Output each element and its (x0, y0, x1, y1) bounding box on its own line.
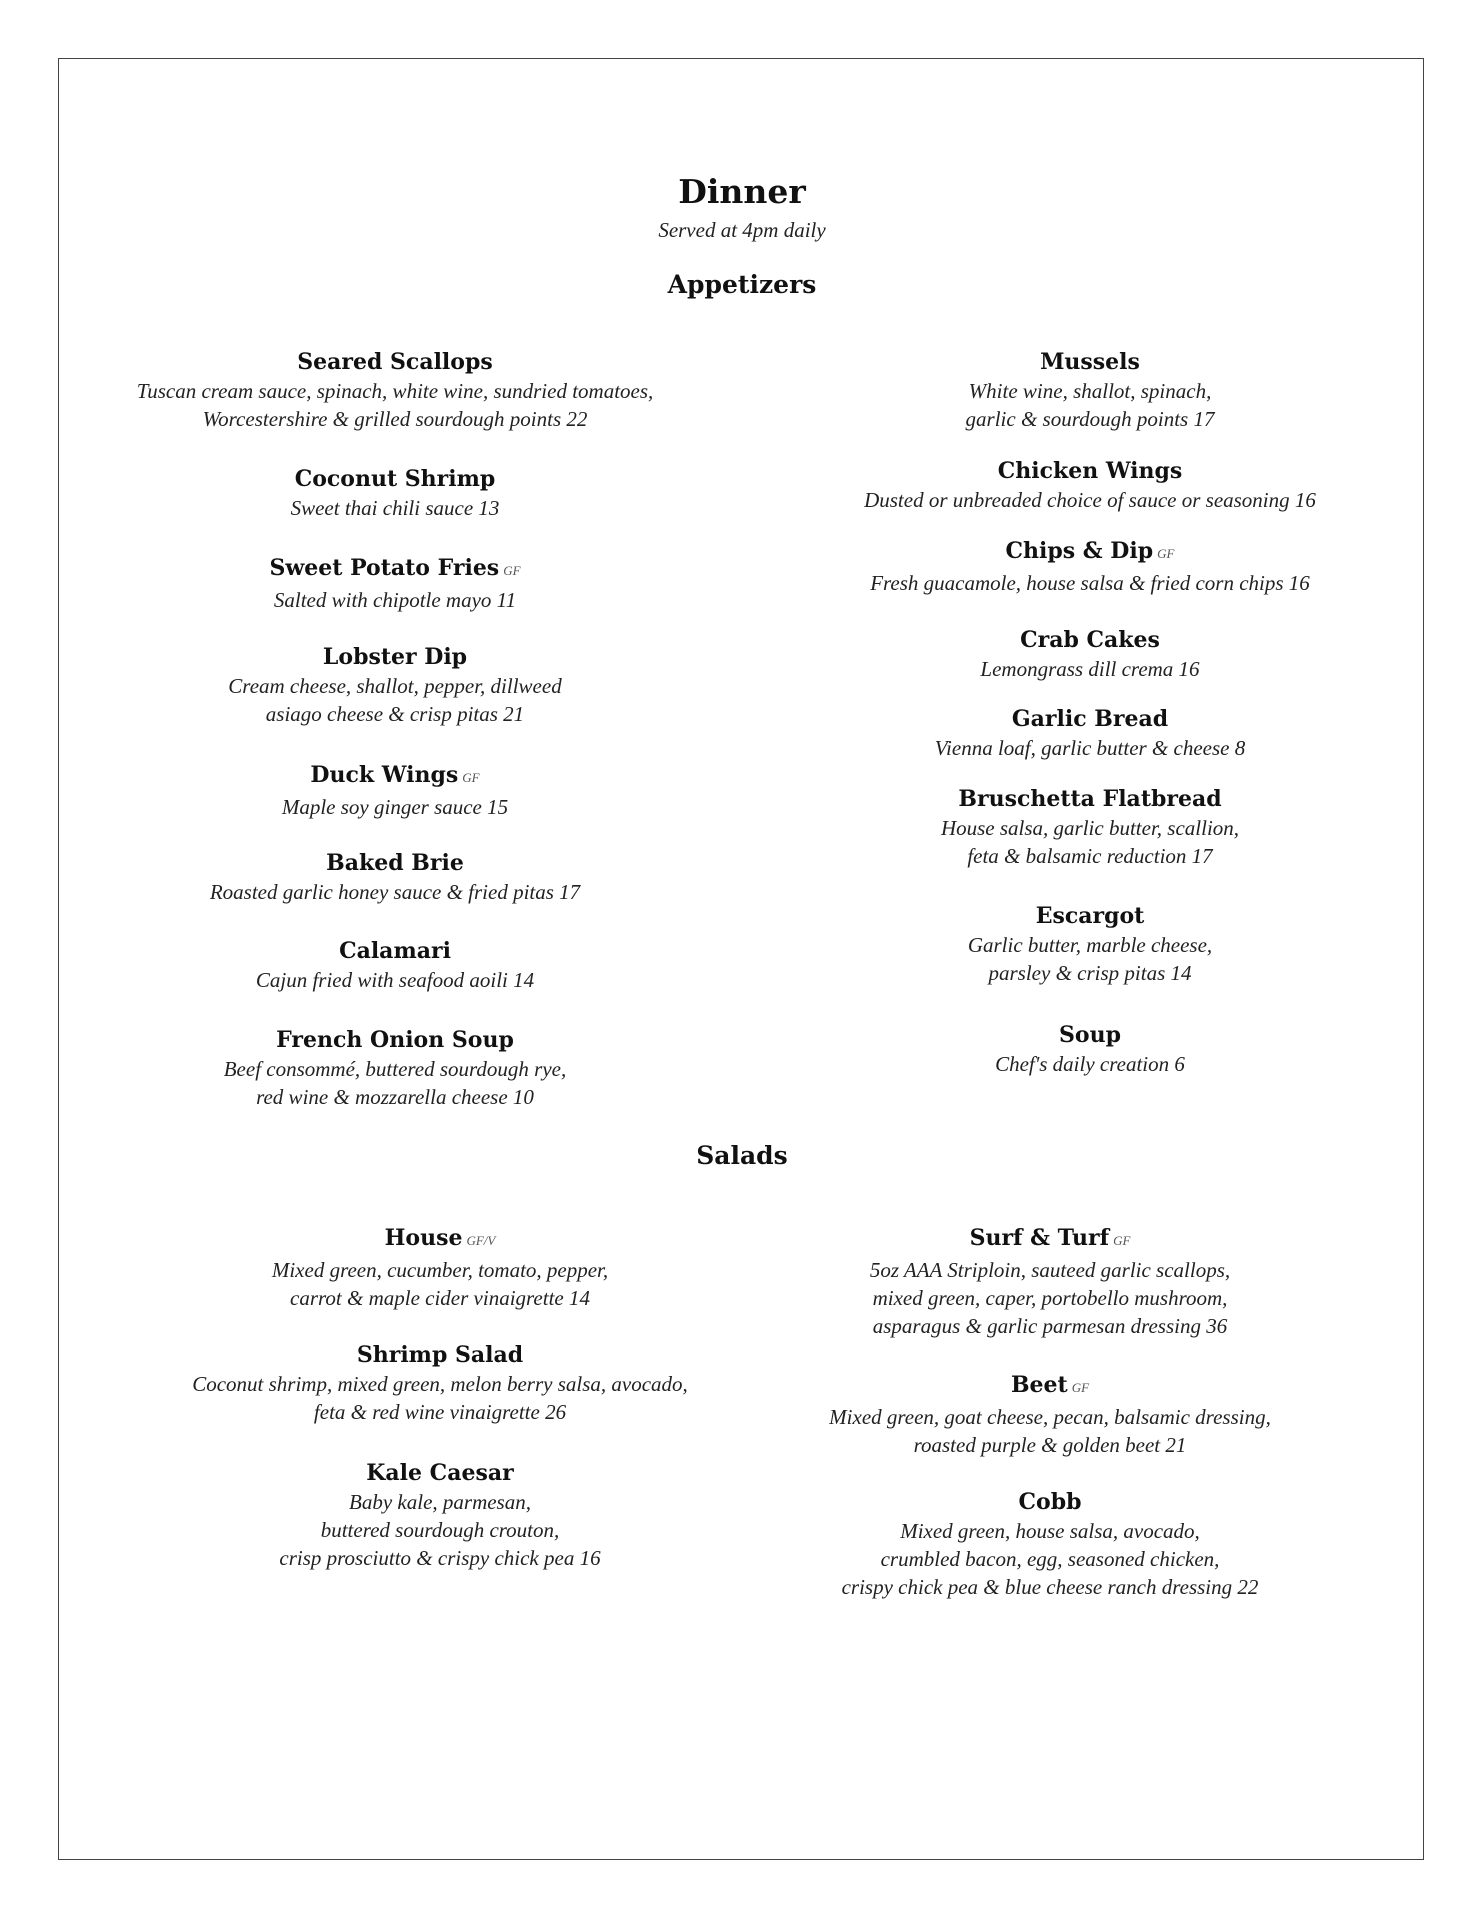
menu-item-bruschetta-flatbread (790, 784, 1390, 870)
item-description: Beef consommé, buttered sourdough rye, red wine & mozzarella cheese 10 (223, 1057, 567, 1109)
item-description: House salsa, garlic butter, scallion, feta & balsamic reduction 17 (940, 816, 1240, 868)
item-description: White wine, shallot, spinach, garlic & sourdough points 17 (965, 379, 1215, 431)
item-description: Mixed green, cucumber, tomato, pepper, carrot & maple cider vinaigrette 14 (271, 1258, 609, 1310)
item-description: Coconut shrimp, mixed green, melon berry salsa, avocado, feta & red wine vinaigrette 26 (192, 1372, 688, 1424)
menu-item-calamari (95, 936, 695, 994)
item-description: Vienna loaf, garlic butter & cheese 8 (934, 736, 1246, 760)
item-description: Dusted or unbreaded choice of sauce or seasoning 16 (864, 488, 1316, 512)
menu-item-coconut-shrimp (95, 464, 695, 522)
item-description: Fresh guacamole, house salsa & fried corn chips 16 (870, 571, 1310, 595)
item-description: Mixed green, house salsa, avocado, crumbled bacon, egg, seasoned chicken, crispy chick pea & blue cheese ranch dressing 22 (841, 1519, 1259, 1599)
menu-item-house-salad (140, 1223, 740, 1312)
item-name: Bruschetta Flatbread (958, 786, 1222, 812)
section-title-salads: Salads (696, 1141, 788, 1170)
item-name: Duck Wings GF (310, 762, 480, 788)
item-name: Lobster Dip (322, 644, 468, 670)
item-name: Baked Brie (326, 850, 464, 876)
item-name: Chips & Dip GF (1005, 538, 1175, 564)
menu-item-sweet-potato-fries (95, 553, 695, 614)
item-name: Soup (1059, 1022, 1121, 1048)
menu-item-baked-brie (95, 848, 695, 906)
item-description: Cajun fried with seafood aoili 14 (255, 968, 535, 992)
item-name: House GF/V (384, 1225, 496, 1251)
menu-item-soup (790, 1020, 1390, 1078)
menu-item-chicken-wings (790, 456, 1390, 514)
item-name: Sweet Potato Fries GF (269, 555, 521, 581)
gf-tag: GF (1113, 1233, 1131, 1248)
item-name: Calamari (339, 938, 451, 964)
menu-item-crab-cakes (790, 625, 1390, 683)
menu-item-mussels (790, 347, 1390, 433)
menu-item-beet-salad (750, 1370, 1350, 1459)
menu-item-kale-caesar (140, 1458, 740, 1572)
item-description: Cream cheese, shallot, pepper, dillweed asiago cheese & crisp pitas 21 (228, 674, 562, 726)
item-name: Shrimp Salad (356, 1342, 524, 1368)
item-description: Tuscan cream sauce, spinach, white wine, sundried tomatoes, Worcestershire & grilled sourdough points 22 (136, 379, 654, 431)
item-name: Seared Scallops (297, 349, 493, 375)
item-name: Mussels (1040, 349, 1140, 375)
item-description: Chef's daily creation 6 (995, 1052, 1185, 1076)
item-description: Garlic butter, marble cheese, parsley & crisp pitas 14 (967, 933, 1213, 985)
item-name: Crab Cakes (1020, 627, 1160, 653)
gf-tag: GF (462, 770, 480, 785)
item-description: Salted with chipotle mayo 11 (273, 588, 517, 612)
item-name: Garlic Bread (1011, 706, 1169, 732)
item-description: Roasted garlic honey sauce & fried pitas 17 (209, 880, 581, 904)
item-description: Sweet thai chili sauce 13 (290, 496, 500, 520)
menu-item-french-onion-soup (95, 1025, 695, 1111)
gf-tag: GF (1157, 546, 1175, 561)
gf-tag: GF (1071, 1380, 1090, 1395)
menu-title: Dinner (678, 172, 806, 211)
menu-item-shrimp-salad (140, 1340, 740, 1426)
item-description: 5oz AAA Striploin, sauteed garlic scallops, mixed green, caper, portobello mushroom, asparagus & garlic parmesan dressing 36 (869, 1258, 1231, 1338)
item-name: Kale Caesar (366, 1460, 514, 1486)
item-name: Surf & Turf GF (969, 1225, 1131, 1251)
item-name: French Onion Soup (276, 1027, 514, 1053)
gf-v-tag: GF/V (466, 1233, 496, 1248)
menu-item-cobb-salad (750, 1487, 1350, 1601)
item-description: Baby kale, parmesan, buttered sourdough crouton, crisp prosciutto & crispy chick pea 16 (279, 1490, 601, 1570)
item-name: Cobb (1018, 1489, 1082, 1515)
menu-item-seared-scallops (95, 347, 695, 433)
item-name: Beet GF (1010, 1372, 1090, 1398)
item-name: Chicken Wings (997, 458, 1183, 484)
menu-subtitle: Served at 4pm daily (658, 218, 826, 242)
item-description: Mixed green, goat cheese, pecan, balsamic dressing, roasted purple & golden beet 21 (829, 1405, 1271, 1457)
menu-item-chips-and-dip (790, 536, 1390, 597)
menu-item-surf-and-turf (750, 1223, 1350, 1340)
section-title-appetizers: Appetizers (667, 270, 817, 299)
item-name: Escargot (1035, 903, 1145, 929)
item-description: Maple soy ginger sauce 15 (281, 795, 509, 819)
gf-tag: GF (503, 563, 521, 578)
menu-item-lobster-dip (95, 642, 695, 728)
menu-item-garlic-bread (790, 704, 1390, 762)
item-name: Coconut Shrimp (294, 466, 496, 492)
menu-item-duck-wings (95, 760, 695, 821)
menu-item-escargot (790, 901, 1390, 987)
item-description: Lemongrass dill crema 16 (980, 657, 1200, 681)
